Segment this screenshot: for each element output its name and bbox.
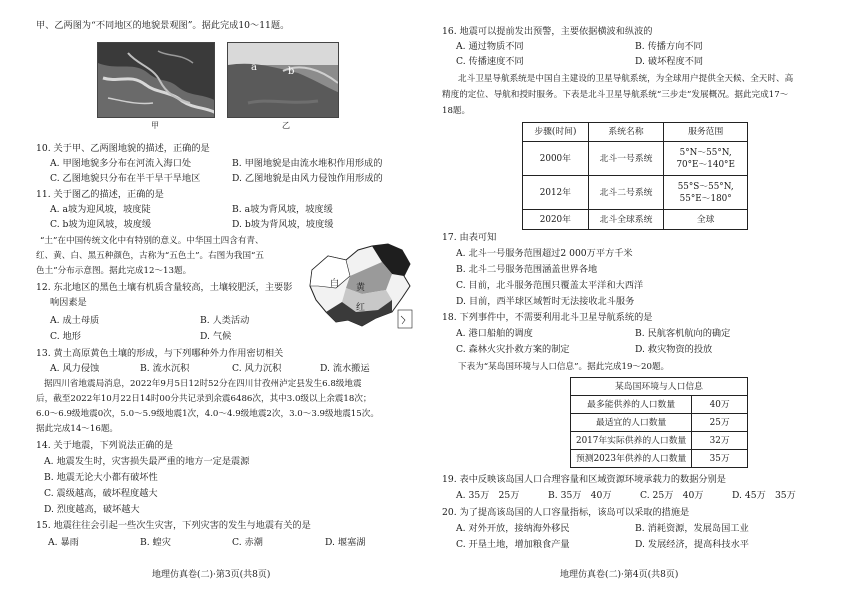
q16-option-d: D. 破坏程度不同 bbox=[635, 56, 704, 67]
q12-option-a: A. 成土母质 bbox=[50, 315, 100, 326]
quake-intro-line3: 6.0～6.9级地震0次，5.0～5.9级地震1次，4.0～4.9级地震2次，3.0～3.9级地震15次。 bbox=[36, 409, 379, 419]
q10-option-c: C. 乙图地貌只分布在半干旱干旱地区 bbox=[50, 173, 201, 184]
q20-option-a: A. 对外开放，接纳海外移民 bbox=[456, 523, 570, 534]
q13-option-a: A. 风力侵蚀 bbox=[50, 363, 100, 374]
q12-stem-line1: 12. 东北地区的黑色土壤有机质含量较高，土壤较肥沃，主要影 bbox=[36, 282, 293, 293]
island-row1-value: 40万 bbox=[692, 396, 748, 414]
beidou-row1-range-lat: 5°N～55°N, bbox=[679, 147, 732, 158]
table-row bbox=[523, 142, 748, 176]
q18-option-c: C. 森林火灾扑救方案的制定 bbox=[456, 344, 570, 355]
beidou-row3-name: 北斗全球系统 bbox=[588, 210, 664, 230]
beidou-row2-range bbox=[664, 176, 748, 210]
q14-option-a: A. 地震发生时，灾害损失最严重的地方一定是震源 bbox=[44, 456, 250, 467]
beidou-row1-name: 北斗一号系统 bbox=[588, 142, 664, 176]
q20-option-b: B. 消耗资源，发展岛国工业 bbox=[635, 523, 749, 534]
quake-intro-line4: 据此完成14～16题。 bbox=[36, 424, 119, 434]
q14-option-b: B. 地震无论大小都有破坏性 bbox=[44, 472, 158, 483]
beidou-row2-name: 北斗二号系统 bbox=[588, 176, 664, 210]
q10-stem: 10. 关于甲、乙两图地貌的描述，正确的是 bbox=[36, 143, 210, 154]
q15-stem: 15. 地震往往会引起一些次生灾害，下列灾害的发生与地震有关的是 bbox=[36, 520, 311, 531]
q19-option-c: C. 25万 40万 bbox=[640, 490, 704, 501]
island-row2-value: 25万 bbox=[692, 414, 748, 432]
q17-option-c: C. 目前，北斗服务范围只覆盖太平洋和大西洋 bbox=[456, 280, 644, 291]
island-row3-label: 2017年实际供养的人口数量 bbox=[571, 432, 692, 450]
q18-stem: 18. 下列事件中，不需要利用北斗卫星导航系统的是 bbox=[442, 312, 653, 323]
q20-stem: 20. 为了提高该岛国的人口容量指标，该岛可以采取的措施是 bbox=[442, 507, 690, 518]
beidou-row1-range-lon: 70°E～140°E bbox=[676, 159, 735, 170]
map-label-yellow: 黄 bbox=[356, 283, 366, 293]
q17-option-b: B. 北斗二号服务范围涵盖世界各地 bbox=[456, 264, 598, 275]
photo-yi bbox=[227, 42, 339, 118]
q17-option-d: D. 目前，西半球区域暂时无法接收北斗服务 bbox=[456, 296, 635, 307]
q14-option-c: C. 震级越高，破坏程度越大 bbox=[44, 488, 158, 499]
q12-stem-line2: 响因素是 bbox=[50, 297, 87, 308]
beidou-table bbox=[522, 122, 748, 230]
beidou-row2-range-lat: 55°S～55°N, bbox=[677, 181, 734, 192]
photo-jia bbox=[97, 42, 215, 118]
beidou-row1-range bbox=[664, 142, 748, 176]
q19-stem: 19. 表中反映该岛国人口合理容量和区域资源环境承载力的数据分别是 bbox=[442, 474, 726, 485]
q12-option-d: D. 气候 bbox=[200, 331, 232, 342]
island-row4-value: 35万 bbox=[692, 450, 748, 468]
photo-jia-caption: 甲 bbox=[151, 121, 159, 130]
island-intro: 下表为“某岛国环境与人口信息”。据此完成19～20题。 bbox=[458, 362, 670, 372]
table-row bbox=[523, 176, 748, 210]
q14-stem: 14. 关于地震，下列说法正确的是 bbox=[36, 440, 173, 451]
photo-yi-caption: 乙 bbox=[282, 121, 290, 130]
photos-intro: 甲、乙两图为“不同地区的地貌景观图”。据此完成10～11题。 bbox=[36, 20, 290, 31]
q13-option-b: B. 流水沉积 bbox=[140, 363, 190, 374]
q13-option-c: C. 风力沉积 bbox=[232, 363, 282, 374]
beidou-row2-year: 2012年 bbox=[523, 176, 589, 210]
q14-option-d: D. 烈度越高，破坏越大 bbox=[44, 504, 140, 515]
beidou-row3-range: 全球 bbox=[664, 210, 748, 230]
q20-option-c: C. 开垦土地，增加粮食产量 bbox=[456, 539, 570, 550]
q12-option-c: C. 地形 bbox=[50, 331, 81, 342]
map-label-white: 白 bbox=[330, 279, 340, 289]
photo-yi-marker-b: b bbox=[288, 66, 295, 77]
left-page-footer: 地理仿真卷(二)·第3页(共8页) bbox=[152, 570, 271, 580]
q11-option-d: D. b坡为背风坡，坡度缓 bbox=[232, 219, 334, 230]
beidou-header-name: 系统名称 bbox=[588, 123, 664, 142]
island-table bbox=[570, 377, 748, 468]
table-row bbox=[571, 396, 748, 414]
q13-option-d: D. 流水搬运 bbox=[320, 363, 370, 374]
q18-option-a: A. 港口船舶的调度 bbox=[456, 328, 533, 339]
q15-option-d: D. 堰塞湖 bbox=[325, 537, 366, 548]
beidou-intro-line2: 精度的定位、导航和授时服务。下表是北斗卫星导航系统“三步走”发展概况。据此完成17～ bbox=[442, 90, 789, 100]
q16-stem: 16. 地震可以提前发出预警，主要依据横波和纵波的 bbox=[442, 26, 653, 37]
island-table-title-row bbox=[571, 378, 748, 396]
q11-option-a: A. a坡为迎风坡，坡度陡 bbox=[50, 204, 151, 215]
q11-option-b: B. a坡为背风坡，坡度缓 bbox=[232, 204, 333, 215]
table-row bbox=[571, 414, 748, 432]
q18-option-d: D. 救灾物资的投放 bbox=[635, 344, 713, 355]
quake-intro-line2: 后，截至2022年10月22日14时00分共记录到余震6486次，其中3.0级以上余震18次； bbox=[36, 394, 372, 404]
island-row3-value: 32万 bbox=[692, 432, 748, 450]
q17-stem: 17. 由表可知 bbox=[442, 232, 497, 243]
q13-stem: 13. 黄土高原黄色土壤的形成，与下列哪种外力作用密切相关 bbox=[36, 348, 284, 359]
island-row4-label: 预测2023年供养的人口数量 bbox=[571, 450, 692, 468]
q12-option-b: B. 人类活动 bbox=[200, 315, 250, 326]
soil-intro-line1: “土”在中国传统文化中有特别的意义。中华国土四含有青、 bbox=[40, 236, 264, 246]
q11-stem: 11. 关于图乙的描述，正确的是 bbox=[36, 189, 164, 200]
q10-option-d: D. 乙图地貌是由风力侵蚀作用形成的 bbox=[232, 173, 383, 184]
q20-option-d: D. 发展经济，提高科技水平 bbox=[635, 539, 749, 550]
q19-option-a: A. 35万 25万 bbox=[456, 490, 520, 501]
q16-option-b: B. 传播方向不同 bbox=[635, 41, 703, 52]
q17-option-a: A. 北斗一号服务范围超过2 000万平方千米 bbox=[456, 248, 633, 259]
beidou-row2-range-lon: 55°E～180° bbox=[679, 193, 732, 204]
q11-option-c: C. b坡为迎风坡，坡度缓 bbox=[50, 219, 152, 230]
beidou-header-range: 服务范围 bbox=[664, 123, 748, 142]
beidou-intro-line1: 北斗卫星导航系统是中国自主建设的卫星导航系统，为全球用户提供全天候、全天时、高 bbox=[458, 74, 794, 84]
beidou-header-step: 步骤(时间) bbox=[523, 123, 589, 142]
beidou-row3-year: 2020年 bbox=[523, 210, 589, 230]
soil-intro-line3: 色土”分布示意图。据此完成12～13题。 bbox=[36, 266, 192, 276]
q15-option-c: C. 赤潮 bbox=[232, 537, 263, 548]
q15-option-a: A. 暴雨 bbox=[48, 537, 79, 548]
q19-option-b: B. 35万 40万 bbox=[548, 490, 612, 501]
beidou-table-header bbox=[523, 123, 748, 142]
right-page bbox=[430, 0, 860, 591]
q18-option-b: B. 民航客机航向的确定 bbox=[635, 328, 731, 339]
table-row bbox=[571, 450, 748, 468]
q15-option-b: B. 蝗灾 bbox=[140, 537, 171, 548]
q19-option-d: D. 45万 35万 bbox=[732, 490, 796, 501]
beidou-intro-line3: 18题。 bbox=[442, 106, 471, 116]
soil-intro-line2: 红、黄、白、黑五种颜色，古称为“五色土”。右图为我国“五 bbox=[36, 251, 265, 261]
island-row1-label: 最多能供养的人口数量 bbox=[571, 396, 692, 414]
map-label-red: 红 bbox=[356, 303, 366, 313]
q16-option-c: C. 传播速度不同 bbox=[456, 56, 524, 67]
island-table-title: 某岛国环境与人口信息 bbox=[571, 378, 748, 396]
table-row bbox=[523, 210, 748, 230]
photo-yi-marker-a: a bbox=[251, 62, 257, 73]
beidou-row1-year: 2000年 bbox=[523, 142, 589, 176]
q10-option-a: A. 甲图地貌多分布在河流入海口处 bbox=[50, 158, 192, 169]
q10-option-b: B. 甲图地貌是由流水堆积作用形成的 bbox=[232, 158, 383, 169]
q16-option-a: A. 通过物质不同 bbox=[456, 41, 524, 52]
quake-intro-line1: 据四川省地震局消息，2022年9月5日12时52分在四川甘孜州泸定县发生6.8级地震 bbox=[44, 379, 362, 389]
right-page-footer: 地理仿真卷(二)·第4页(共8页) bbox=[560, 570, 679, 580]
table-row bbox=[571, 432, 748, 450]
island-row2-label: 最适宜的人口数量 bbox=[571, 414, 692, 432]
